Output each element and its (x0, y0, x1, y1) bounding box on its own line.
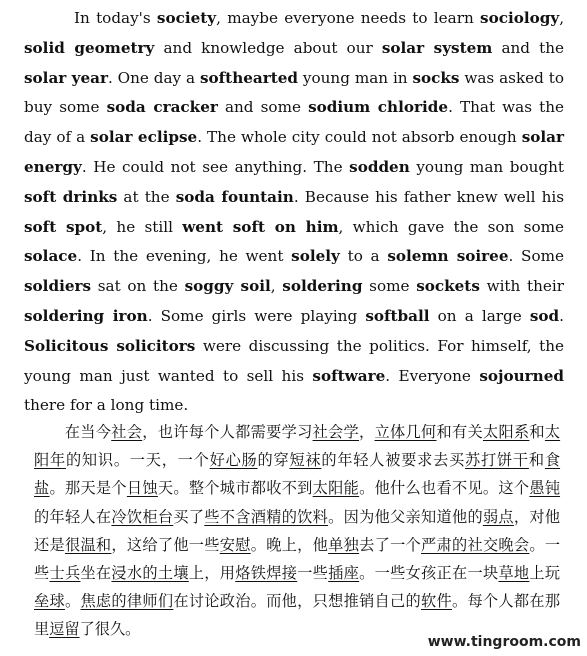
text-run: 了很久。 (79, 620, 141, 639)
vocab-term: softball (365, 306, 430, 325)
vocab-translation: 垒球 (34, 592, 65, 611)
text-run: . The whole city could not absorb enough (197, 128, 522, 147)
vocab-term: solar energy (24, 128, 564, 176)
text-run: 。一些女孩正在一块 (359, 564, 499, 583)
text-run: to a (339, 247, 388, 266)
text-run: there for a long time. (24, 396, 189, 415)
text-run: . Everyone (385, 366, 480, 385)
vocab-translation: 安慰 (219, 535, 251, 554)
text-run: ，对他还是 (34, 507, 561, 554)
text-run: . (559, 306, 564, 325)
text-run: , (270, 277, 283, 296)
chinese-paragraph (34, 418, 560, 644)
text-run: , he still (102, 217, 183, 236)
text-run: young man in (298, 68, 413, 87)
vocab-term: softhearted (199, 68, 299, 87)
vocab-term: solar system (381, 38, 493, 57)
vocab-term: soda cracker (106, 98, 218, 117)
vocab-translation: 太阳系 (482, 423, 530, 441)
text-run: 。 (64, 592, 81, 611)
text-run: ，也许每个人都需要学习 (142, 423, 313, 441)
text-run: some (362, 277, 417, 296)
vocab-term: solemn soiree (387, 247, 509, 266)
text-run: was asked to buy some (24, 68, 564, 117)
text-run: ，这给了他一些 (111, 535, 220, 554)
vocab-translation: 逗留 (49, 620, 80, 639)
vocab-translation: 立体几何 (374, 423, 437, 441)
vocab-translation: 日蚀 (126, 479, 158, 498)
text-run: 在当今 (64, 423, 112, 441)
text-run: , maybe everyone needs to learn (216, 9, 481, 27)
text-run: on a large (429, 306, 530, 325)
vocab-translation: 草地 (498, 564, 530, 583)
vocab-translation: 弱点 (482, 507, 514, 526)
vocab-translation: 愚钝 (529, 479, 561, 498)
vocab-term: sodium chloride (308, 98, 449, 117)
text-run: . Because his father knew well his (293, 187, 564, 206)
text-run: 坐在 (80, 564, 112, 583)
text-run: In today's (74, 9, 157, 27)
text-run: 在讨论政治。而他，只想推销自己的 (173, 592, 421, 611)
watermark: www.tingroom.com (427, 634, 581, 650)
text-run: with their (479, 277, 565, 296)
vocab-term: solace (24, 247, 78, 266)
text-run: and knowledge about our (154, 38, 382, 57)
text-run: 和 (528, 451, 545, 470)
text-run: 。因为他父亲知道他的 (328, 507, 483, 526)
vocab-term: sodden (349, 157, 410, 176)
vocab-term: sociology (480, 9, 560, 27)
vocab-term: sod (529, 306, 560, 325)
text-run: ， (359, 423, 375, 441)
vocab-translation: 单独 (328, 535, 360, 554)
text-run: 。他什么也看不见。这个 (359, 479, 530, 498)
text-run: . That was the day of a (24, 98, 564, 147)
text-run: 。晚上，他 (250, 535, 329, 554)
text-run: . One day a (107, 68, 200, 87)
vocab-translation: 焊接 (266, 564, 298, 583)
vocab-term: went soft on him (182, 217, 339, 236)
vocab-translation: 食盐 (34, 451, 561, 498)
vocab-translation: 冷饮柜台 (111, 507, 174, 526)
vocab-term: solar eclipse (90, 128, 198, 147)
text-run: at the (117, 187, 176, 206)
vocab-translation: 软件 (421, 592, 452, 611)
text-run: and some (217, 98, 309, 117)
text-run: 和有关 (436, 423, 483, 441)
text-run: young man bought (409, 157, 564, 176)
text-run: 的知识。一天，一个 (65, 451, 210, 470)
text-run: , (559, 9, 565, 27)
vocab-term: solid geometry (24, 38, 155, 57)
text-run: 的年轻人在 (34, 507, 112, 526)
vocab-translation: 短袜 (289, 451, 322, 470)
text-run: 上玩 (529, 564, 561, 583)
text-run: 的年轻人被要求去买 (321, 451, 466, 470)
text-run: 天。整个城市都收不到 (157, 479, 313, 498)
vocab-term: socks (412, 68, 460, 87)
text-run: and the (492, 38, 564, 57)
text-run: sat on the (91, 277, 185, 296)
vocab-translation: 插座 (328, 564, 360, 583)
vocab-translation: 严肃的社交晚会 (421, 535, 530, 554)
text-run: , which gave the son some (338, 217, 564, 236)
vocab-term: solely (291, 247, 340, 266)
text-run: . Some girls were playing (147, 306, 366, 325)
english-paragraph (24, 4, 564, 421)
vocab-translation: 浸水的土壤 (111, 564, 189, 583)
text-run: . Some (508, 247, 564, 266)
text-run: 。一些 (34, 535, 561, 583)
vocab-term: soft drinks (24, 187, 118, 206)
vocab-term: soldering (282, 277, 363, 296)
vocab-translation: 些不含酒精的饮料 (204, 507, 329, 526)
vocab-translation: 太阳能 (312, 479, 360, 498)
vocab-term: sockets (416, 277, 480, 296)
vocab-translation: 社会 (111, 423, 143, 441)
text-run: 上，用 (188, 564, 236, 583)
text-run: 一些 (297, 564, 329, 583)
vocab-term: sojourned (479, 366, 564, 385)
text-run: 。每个人都在那里 (34, 592, 561, 639)
vocab-term: soldering iron (24, 306, 148, 325)
vocab-translation: 很温和 (64, 535, 112, 554)
vocab-term: Solicitous solicitors (24, 336, 196, 355)
vocab-term: soggy soil (184, 277, 271, 296)
vocab-translation: 焦虑的律师们 (80, 592, 174, 611)
vocab-translation: 苏打饼干 (465, 451, 529, 470)
text-run: 和 (529, 423, 545, 441)
vocab-term: soldiers (24, 277, 92, 296)
vocab-translation: 士兵 (49, 564, 81, 583)
vocab-term: soda fountain (175, 187, 294, 206)
vocab-translation: 社会学 (312, 423, 360, 441)
text-run: 的穿 (257, 451, 290, 470)
vocab-term: soft spot (24, 217, 103, 236)
vocab-term: society (156, 9, 217, 27)
vocab-term: solar year (24, 68, 108, 87)
text-run: . In the evening, he went (77, 247, 292, 266)
text-run: 买了 (173, 507, 205, 526)
text-run: 去了一个 (359, 535, 422, 554)
vocab-term: software (312, 366, 386, 385)
text-run: were discussing the politics. For himself, the young man just wanted to sell his (24, 336, 564, 385)
text-run: 。那天是个 (49, 479, 127, 498)
vocab-translation: 太阳年 (34, 423, 561, 470)
vocab-translation: 烙铁 (235, 564, 267, 583)
text-run: . He could not see anything. The (81, 157, 350, 176)
vocab-translation: 好心肠 (209, 451, 258, 470)
